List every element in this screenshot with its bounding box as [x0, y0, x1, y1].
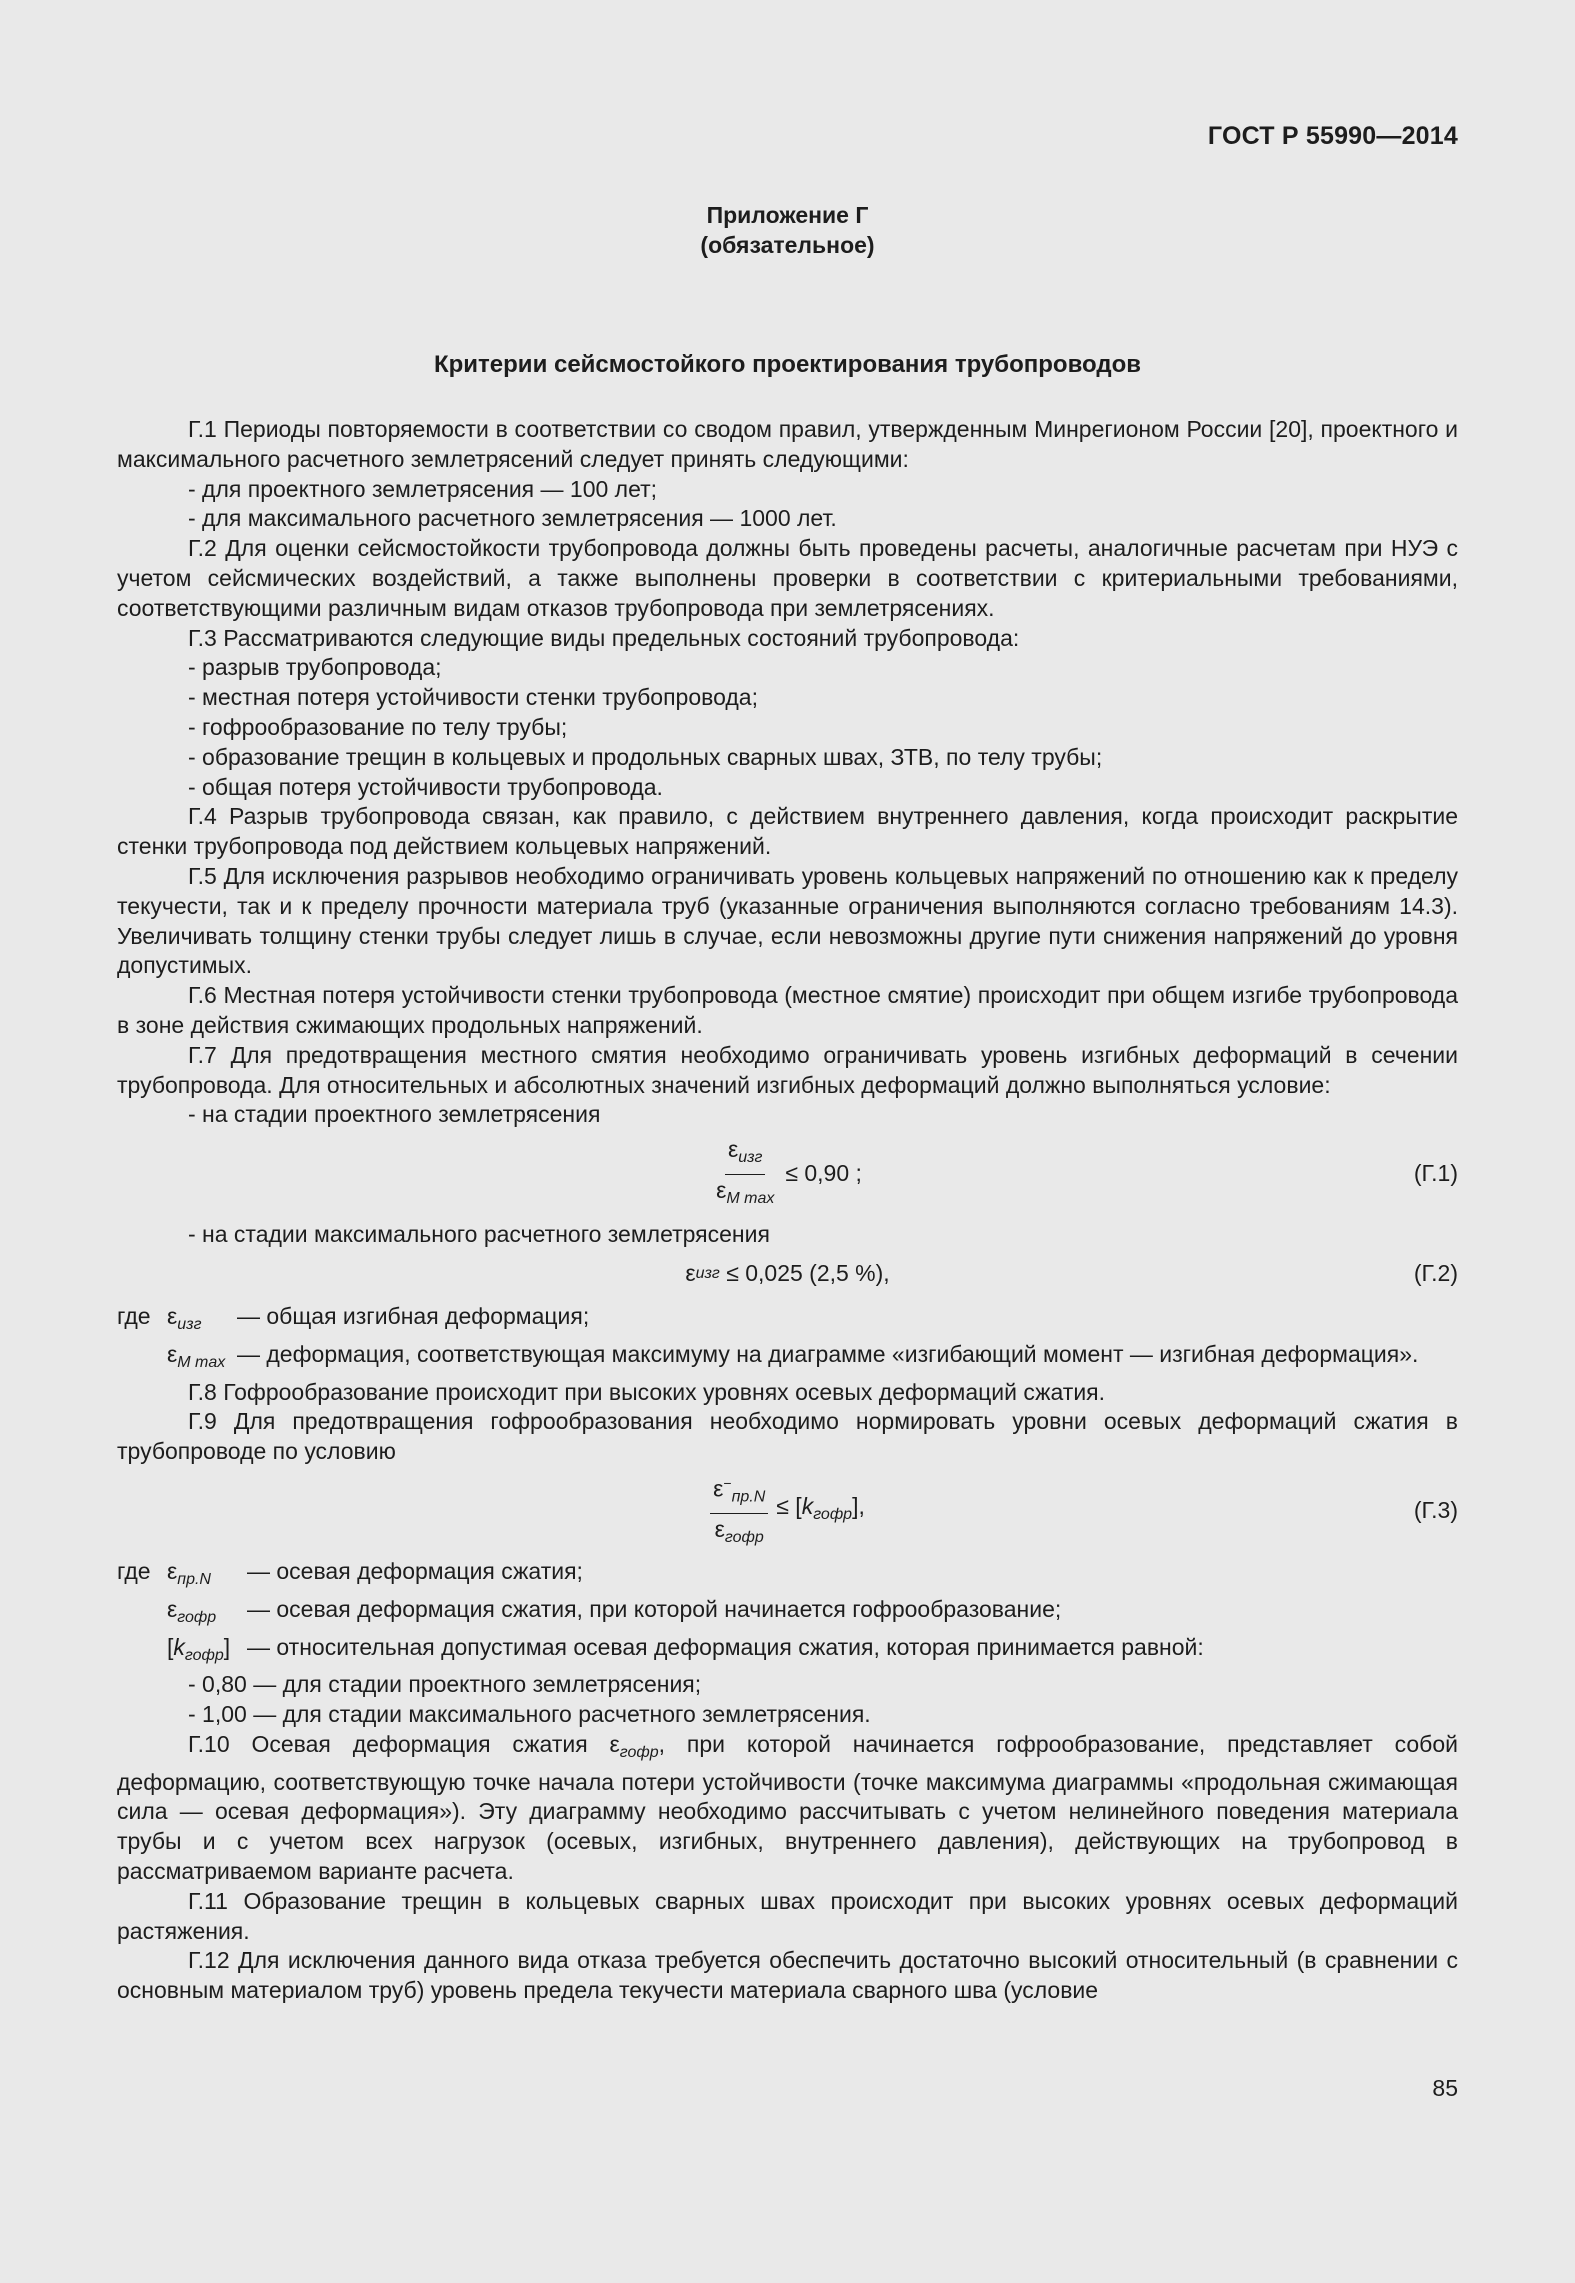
paragraph-g8: Г.8 Гофрообразование происходит при высоких уровнях осевых деформаций сжатия. — [188, 1378, 1106, 1405]
list-item: - для проектного землетрясения — 100 лет; — [188, 475, 658, 502]
formula-number: (Г.2) — [1413, 1260, 1458, 1287]
formula-g2: ε изг ≤ 0,025 (2,5 %), (Г.2) — [117, 1254, 1458, 1294]
paragraph-g7: Г.7 Для предотвращения местного смятия необходимо ограничивать уровень изгибных деформаций в сечении трубопровода. Для относительных и абсолютных значений изгибных деформаций должно выполняться условие: — [117, 1041, 1458, 1098]
standard-header: ГОСТ Р 55990—2014 — [1207, 122, 1458, 150]
legend-row: где $\varepsilon_{пр.N}$ — осевая деформация сжатия; — [117, 1557, 583, 1588]
appendix-heading — [0, 200, 1575, 260]
paragraph-g5: Г.5 Для исключения разрывов необходимо ограничивать уровень кольцевых напряжений по отношению как к пределу текучести, так и к пределу прочности материала труб (указанные ограничения выполняются согласно требованиям 14.3). Увеличивать толщину стенки трубы следует лишь в случае, если невозможны другие пути снижения напряжений до уровня допустимых. — [117, 862, 1458, 979]
page-number: 85 — [1432, 2075, 1458, 2101]
document-body — [117, 415, 1458, 2006]
list-item: - для максимального расчетного землетрясения — 1000 лет. — [188, 505, 837, 532]
paragraph-g2: Г.2 Для оценки сейсмостойкости трубопровода должны быть проведены расчеты, аналогичные расчетам при НУЭ с учетом сейсмических воздействий, а также выполнены проверки в соответствии с критериальными требованиями, соответствующими различным видам отказов трубопровода при землетрясениях. — [117, 535, 1458, 621]
fraction: $\frac{\varepsilon_{изг}}{\varepsilon_{M max}}$ — [716, 1135, 775, 1207]
legend-row: $\varepsilon_{гофр}$ — осевая деформация сжатия, при которой начинается гофрообразование; — [167, 1595, 1062, 1626]
paragraph-g11: Г.11 Образование трещин в кольцевых сварных швах происходит при высоких уровнях осевых деформаций растяжения. — [117, 1887, 1458, 1944]
formula-relation: ≤ $[k_{гофр}]$, — [776, 1493, 865, 1523]
paragraph-g4: Г.4 Разрыв трубопровода связан, как правило, с действием внутреннего давления, когда происходит раскрытие стенки трубопровода под действием кольцевых напряжений. — [117, 803, 1458, 860]
list-item: - 1,00 — для стадии максимального расчетного землетрясения. — [188, 1701, 871, 1728]
paragraph-g9: Г.9 Для предотвращения гофрообразования необходимо нормировать уровни осевых деформаций сжатия в трубопроводе по условию — [117, 1408, 1458, 1465]
appendix-name: Приложение Г — [706, 202, 869, 228]
list-item: - общая потеря устойчивости трубопровода. — [188, 773, 663, 800]
list-item: - 0,80 — для стадии проектного землетрясения; — [188, 1671, 702, 1698]
stage-design-label: - на стадии проектного землетрясения — [188, 1101, 601, 1128]
paragraph-g1: Г.1 Периоды повторяемости в соответствии со сводом правил, утвержденным Минрегионом России [20], проектного и максимального расчетного землетрясений следует принять следующими: — [117, 416, 1458, 472]
formula-relation: ≤ 0,90 ; — [785, 1160, 862, 1187]
stage-max-label: - на стадии максимального расчетного землетрясения — [188, 1221, 770, 1248]
list-item: - местная потеря устойчивости стенки трубопровода; — [188, 684, 758, 711]
list-item: - образование трещин в кольцевых и продольных сварных швах, ЗТВ, по телу трубы; — [188, 743, 1103, 770]
legend-row: $[k_{гофр}]$ — относительная допустимая осевая деформация сжатия, которая принимается равной: — [167, 1633, 1204, 1664]
formula-g3 — [117, 1474, 1458, 1547]
appendix-kind: (обязательное) — [700, 232, 875, 258]
formula-number: (Г.1) — [1413, 1160, 1458, 1187]
paragraph-g3: Г.3 Рассматриваются следующие виды предельных состояний трубопровода: — [188, 624, 1020, 651]
fraction: $\frac{\varepsilon^-_{пр.N}}{\varepsilon_{гофр}}$ — [710, 1469, 768, 1553]
paragraph-g10: Г.10 Осевая деформация сжатия $\varepsilon_{гофр}$, при которой начинается гофрообразование, представляет собой деформацию, соответствующую точке начала потери устойчивости (точке максимума диаграммы «продольная сжимающая сила — осевая деформация»). Эту диаграмму необходимо рассчитывать с учетом нелинейного поведения материала трубы и с учетом всех нагрузок (осевых, изгибных, внутреннего давления), действующих на трубопровод в рассматриваемом варианте расчета. — [117, 1730, 1458, 1885]
legend-row: где $\varepsilon_{изг}$ — общая изгибная деформация; — [117, 1302, 590, 1333]
paragraph-g6: Г.6 Местная потеря устойчивости стенки трубопровода (местное смятие) происходит при общем изгибе трубопровода в зоне действия сжимающих продольных напряжений. — [117, 982, 1458, 1038]
list-item: - гофрообразование по телу трубы; — [188, 713, 568, 740]
paragraph-g12: Г.12 Для исключения данного вида отказа требуется обеспечить достаточно высокий относительный (в сравнении с основным материалом труб) уровень предела текучести материала сварного шва (условие — [117, 1947, 1458, 2004]
list-item: - разрыв трубопровода; — [188, 654, 442, 681]
section-title: Критерии сейсмостойкого проектирования трубопроводов — [433, 351, 1142, 378]
formula-relation: ≤ 0,025 (2,5 %), — [726, 1260, 890, 1287]
formula-g1 — [117, 1135, 1458, 1207]
formula-number: (Г.3) — [1413, 1497, 1458, 1524]
legend-row: $\varepsilon_{M max}$ — деформация, соответствующая максимуму на диаграмме «изгибающий момент — изгибная деформация». — [167, 1340, 1419, 1371]
